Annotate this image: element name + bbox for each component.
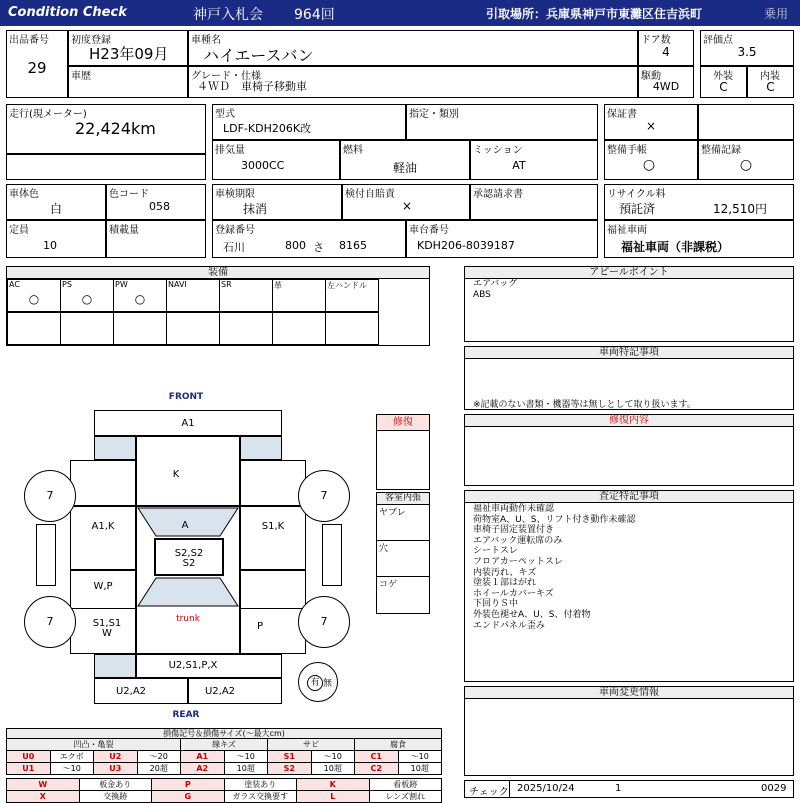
legend-code: K — [297, 779, 370, 791]
legend-desc: 板金あり — [79, 779, 152, 791]
equipment-ac — [7, 279, 61, 312]
front-left-door-label: A1,K — [91, 521, 115, 532]
equipment-blank-cell — [325, 312, 379, 345]
liability-label: 検付自賠責 — [345, 189, 395, 200]
auction-round: 964回 — [294, 7, 335, 23]
front-left-corner — [94, 436, 136, 460]
lot-number: 29 — [27, 59, 47, 77]
equipment-sr — [219, 279, 273, 312]
equipment-value: ○ — [134, 292, 146, 306]
grade-box — [188, 66, 638, 98]
notes-item: フロアカーペットスレ — [473, 556, 563, 567]
tire-rear-right: 7 — [298, 596, 350, 648]
notes-item: 下回りＳ中 — [473, 599, 519, 610]
appeal-list — [473, 279, 517, 301]
equipment-label: PW — [115, 280, 128, 289]
notes-item: エンドパネル歪み — [473, 620, 545, 631]
appeal-title: アピールポイント — [465, 267, 793, 279]
rear-bumper-panel — [136, 654, 282, 678]
load-box — [106, 220, 206, 258]
legend-desc: 交換跡 — [79, 791, 152, 803]
int-value: C — [766, 80, 775, 94]
first-reg-value: H23年09月 — [89, 45, 169, 63]
grade-label: グレード・仕様 — [191, 71, 261, 82]
hood-panel — [136, 436, 240, 506]
appeal-section — [464, 266, 794, 342]
appeal-item: エアバッグ — [473, 279, 518, 289]
rear-right-panel-label: U2,A2 — [204, 686, 236, 697]
legend-desc: ガラス交換要す — [224, 791, 297, 803]
rear-left-door-label: W,P — [93, 581, 113, 592]
load-label: 積載量 — [109, 225, 139, 236]
legend-code: S1 — [268, 751, 312, 763]
rear-right-quarter-label: P — [256, 621, 264, 632]
equipment-pw — [113, 279, 167, 312]
welfare-label: 福祉車両 — [607, 225, 647, 236]
roof-panel — [154, 538, 224, 576]
grade-value: ４ＷＤ 車椅子移動車 — [197, 80, 307, 93]
notes-item: エアバック運転席のみ — [473, 535, 563, 546]
windshield-label: A — [181, 520, 189, 531]
legend-code: U0 — [7, 751, 51, 763]
special-note: ※記載のない書類・機器等は無しとして取り扱います。 — [473, 400, 696, 410]
special-title: 車両特記事項 — [465, 347, 793, 359]
designation-box — [406, 104, 598, 140]
rear-glass — [138, 578, 238, 606]
color-label: 車体色 — [9, 189, 39, 200]
front-right-fender — [240, 460, 306, 506]
auction-name: 神戸入札会 — [193, 7, 263, 23]
special-section — [464, 346, 794, 410]
check-date: 2025/10/24 — [517, 783, 575, 794]
rear-right-panel — [188, 678, 282, 704]
color-code-value: 058 — [149, 200, 170, 213]
inspection-value: 抹消 — [243, 202, 268, 216]
warranty-extra-box — [698, 104, 794, 140]
legend-desc: 〜10 — [311, 751, 355, 763]
inspection-label: 車検期限 — [215, 189, 255, 200]
mission-value: AT — [512, 159, 526, 172]
hood-label: K — [172, 469, 180, 480]
int-box — [747, 66, 794, 98]
equipment-title: 装備 — [7, 267, 429, 279]
spare-none-label: 無 — [323, 679, 333, 689]
welfare-box — [604, 220, 794, 258]
tire-front-left: 7 — [24, 470, 76, 522]
inspection-box — [212, 184, 342, 220]
capacity-box — [6, 220, 106, 258]
changes-title: 車両変更情報 — [465, 687, 793, 699]
fuel-box — [340, 140, 470, 180]
color-code-box — [106, 184, 206, 220]
cabin-interior-list — [377, 505, 429, 613]
notes-item: ホイールカバーキズ — [473, 588, 554, 599]
equipment-blank-cell — [219, 312, 273, 345]
door-box — [638, 30, 694, 66]
plate-box — [212, 220, 406, 258]
mileage-label: 走行(現メーター) — [9, 109, 87, 120]
front-right-corner — [240, 436, 282, 460]
legend-code: G — [152, 791, 225, 803]
notes-list — [473, 504, 635, 631]
legend-table-2 — [6, 778, 442, 803]
roof-label: S2,S2 S2 — [174, 548, 204, 569]
fuel-label: 燃料 — [343, 145, 363, 156]
legend-desc: 〜10 — [224, 751, 268, 763]
legend-code: X — [7, 791, 80, 803]
legend-code: C1 — [355, 751, 399, 763]
front-right-door — [240, 506, 306, 570]
equipment-value: ○ — [28, 292, 40, 306]
check-bar — [464, 780, 794, 798]
chassis-value: KDH206-8039187 — [417, 239, 515, 252]
legend-group: 腐食 — [355, 739, 442, 751]
plate-area: 石川 — [223, 241, 245, 254]
trunk-label: trunk — [176, 614, 200, 624]
approval-label: 承認請求書 — [473, 189, 523, 200]
liability-box — [342, 184, 470, 220]
welfare-value: 福祉車両（非課税） — [621, 240, 730, 254]
cabin-interior-item: ヤブレ — [377, 505, 429, 541]
manual-value: ○ — [642, 157, 656, 173]
door-label: ドア数 — [641, 35, 671, 46]
legend-desc: 看板跡 — [369, 779, 442, 791]
mileage-value: 22,424km — [75, 119, 156, 138]
notes-item: 外装色褪せA、U、S、付着物 — [473, 609, 591, 620]
spare-tire — [298, 662, 338, 702]
equipment-label: 左ハンドル — [327, 281, 367, 290]
notes-title: 査定特記事項 — [465, 491, 793, 503]
notes-item: シートスレ — [473, 546, 518, 557]
designation-label: 指定・類別 — [409, 109, 459, 120]
equipment-section — [6, 266, 430, 346]
legend-code: A2 — [181, 763, 225, 775]
check-code: 0029 — [761, 783, 787, 794]
legend-desc: 〜10 — [50, 763, 94, 775]
liability-value: × — [401, 199, 413, 213]
fuel-value: 軽油 — [392, 161, 417, 175]
ext-value: C — [719, 80, 728, 94]
lot-label: 出品番号 — [9, 35, 49, 46]
plate-class: 800 — [285, 239, 306, 252]
manual-box — [604, 140, 698, 180]
appeal-item: ABS — [473, 290, 491, 300]
repair-tag: 修復 — [377, 415, 429, 431]
legend-table — [6, 738, 442, 775]
mileage-box — [6, 104, 206, 154]
color-box — [6, 184, 106, 220]
check-label: チェック — [469, 787, 509, 798]
legend-code: U2 — [94, 751, 138, 763]
equipment-label: 革 — [274, 281, 282, 290]
equipment-navi — [166, 279, 220, 312]
warranty-label: 保証書 — [607, 109, 637, 120]
front-label: FRONT — [168, 392, 204, 402]
repair-section — [464, 414, 794, 486]
rear-left-quarter — [70, 608, 136, 654]
equipment-label: SR — [221, 280, 232, 289]
cabin-interior-title: 客室内張 — [377, 493, 429, 505]
lot-box — [6, 30, 68, 98]
equipment-blank-cell — [7, 312, 61, 345]
left-mirror — [36, 524, 56, 586]
drive-box — [638, 66, 694, 98]
notes-item: 車椅子固定装置付き — [473, 525, 555, 536]
legend-code: U3 — [94, 763, 138, 775]
color-value: 白 — [49, 202, 62, 216]
color-code-label: 色コード — [109, 189, 149, 200]
right-mirror — [322, 524, 342, 586]
first-reg-box — [68, 30, 188, 66]
mission-label: ミッション — [473, 145, 523, 156]
history-label: 車歴 — [71, 71, 91, 82]
front-bumper-panel — [94, 410, 282, 436]
legend-title: 損傷記号＆損傷サイズ(〜最大cm) — [6, 728, 442, 738]
record-label: 整備記録 — [701, 145, 741, 156]
notes-item: 福祉車両動作未確認 — [473, 504, 555, 514]
cc-value: 3000CC — [241, 159, 285, 172]
recycle-status: 預託済 — [619, 202, 656, 216]
recycle-fee: 12,510円 — [713, 202, 767, 216]
ext-box — [700, 66, 747, 98]
notes-item: 塗装１部はがれ — [473, 578, 537, 589]
check-number: 1 — [615, 783, 622, 794]
equipment-value: ○ — [81, 292, 93, 306]
record-value: ○ — [739, 157, 753, 173]
sheet-title: Condition Check — [8, 5, 127, 20]
equipment-blank-cell — [166, 312, 220, 345]
rear-left-panel-label: U2,A2 — [115, 686, 147, 697]
cabin-interior-box — [376, 492, 430, 614]
pickup-location: 引取場所：兵庫県神戸市東灘区住吉浜町 — [486, 7, 703, 21]
score-label: 評価点 — [703, 35, 733, 46]
front-left-door — [70, 506, 136, 570]
front-bumper-label: A1 — [181, 418, 195, 429]
capacity-label: 定員 — [9, 225, 29, 236]
recycle-label: リサイクル料 — [607, 189, 666, 200]
legend-group: 線キズ — [181, 739, 268, 751]
mileage-extra-box — [6, 154, 206, 180]
model-box — [212, 104, 406, 140]
rear-bumper-label: U2,S1,P,X — [168, 660, 218, 671]
legend-code: C2 — [355, 763, 399, 775]
legend-desc: 10超 — [311, 763, 355, 775]
approval-box — [470, 184, 598, 220]
cabin-interior-item: コゲ — [379, 580, 398, 590]
tire-rear-left: 7 — [24, 596, 76, 648]
rear-left-panel — [94, 678, 188, 704]
legend-desc: 10超 — [224, 763, 268, 775]
warranty-value: × — [645, 119, 657, 133]
capacity-value: 10 — [43, 239, 57, 252]
legend-code: A1 — [181, 751, 225, 763]
legend-desc: レンズ割れ — [369, 791, 442, 803]
manual-label: 整備手帳 — [607, 145, 647, 156]
cc-box — [212, 140, 340, 180]
legend-group: 凹凸・亀裂 — [7, 739, 181, 751]
equipment-blank-cell — [113, 312, 167, 345]
legend-code: P — [152, 779, 225, 791]
door-value: 4 — [662, 45, 670, 59]
recycle-box — [604, 184, 794, 220]
equipment-blank-cell — [60, 312, 114, 345]
legend-desc: 〜20 — [137, 751, 181, 763]
equipment-label: PS — [62, 280, 72, 289]
legend-group: サビ — [268, 739, 355, 751]
name-label: 車種名 — [191, 35, 221, 46]
plate-number: 8165 — [339, 239, 367, 252]
repair-title: 修復内容 — [465, 415, 793, 427]
legend-desc: 20超 — [137, 763, 181, 775]
int-label: 内装 — [760, 71, 780, 82]
vehicle-name: ハイエースバン — [203, 46, 314, 65]
equipment-革 — [272, 279, 326, 312]
ext-label: 外装 — [713, 71, 733, 82]
chassis-box — [406, 220, 598, 258]
front-right-door-label: S1,K — [261, 521, 285, 532]
model-label: 型式 — [215, 109, 235, 120]
warranty-box — [604, 104, 698, 140]
legend-desc: 10超 — [398, 763, 442, 775]
header-bar — [0, 0, 800, 26]
cabin-interior-item: 穴 — [377, 541, 429, 577]
legend-code: L — [297, 791, 370, 803]
changes-section — [464, 686, 794, 776]
rear-right-quarter — [240, 608, 306, 654]
plate-kana: さ — [313, 241, 324, 254]
equipment-ps — [60, 279, 114, 312]
tire-front-right: 7 — [298, 470, 350, 522]
equipment-label: NAVI — [168, 280, 187, 289]
equipment-blank-cell — [272, 312, 326, 345]
plate-label: 登録番号 — [215, 225, 255, 236]
damage-legend — [6, 728, 442, 801]
score-box — [700, 30, 794, 66]
notes-section — [464, 490, 794, 682]
name-box — [188, 30, 638, 66]
front-left-fender — [70, 460, 136, 506]
rear-left-quarter-label: S1,S1 W — [92, 618, 122, 639]
legend-desc: 塗装あり — [224, 779, 297, 791]
notes-item: 荷物室A、U、S、リフト付き動作未確認 — [473, 514, 636, 525]
vehicle-category: 乗用 — [764, 7, 789, 21]
rear-label: REAR — [172, 710, 200, 720]
cc-label: 排気量 — [215, 145, 245, 156]
mission-box — [470, 140, 598, 180]
chassis-label: 車台番号 — [409, 225, 449, 236]
legend-desc: 〜10 — [398, 751, 442, 763]
spare-yes-label: 有 — [307, 675, 323, 691]
legend-code: U1 — [7, 763, 51, 775]
repair-tag-box — [376, 414, 430, 490]
legend-desc: エクボ — [50, 751, 94, 763]
equipment-label: AC — [9, 280, 20, 289]
drive-value: 4WD — [652, 80, 680, 93]
rear-left-corner — [94, 654, 136, 678]
damage-diagram — [0, 388, 460, 728]
model-value: LDF-KDH206K改 — [223, 122, 312, 135]
record-box — [698, 140, 794, 180]
history-box — [68, 66, 188, 98]
first-reg-label: 初度登録 — [71, 35, 111, 46]
drive-label: 駆動 — [641, 71, 661, 82]
equipment-左ハンドル — [325, 279, 379, 312]
score-value: 3.5 — [737, 45, 757, 59]
legend-code: S2 — [268, 763, 312, 775]
legend-code: W — [7, 779, 80, 791]
notes-item: 内装汚れ、キズ — [473, 567, 537, 578]
